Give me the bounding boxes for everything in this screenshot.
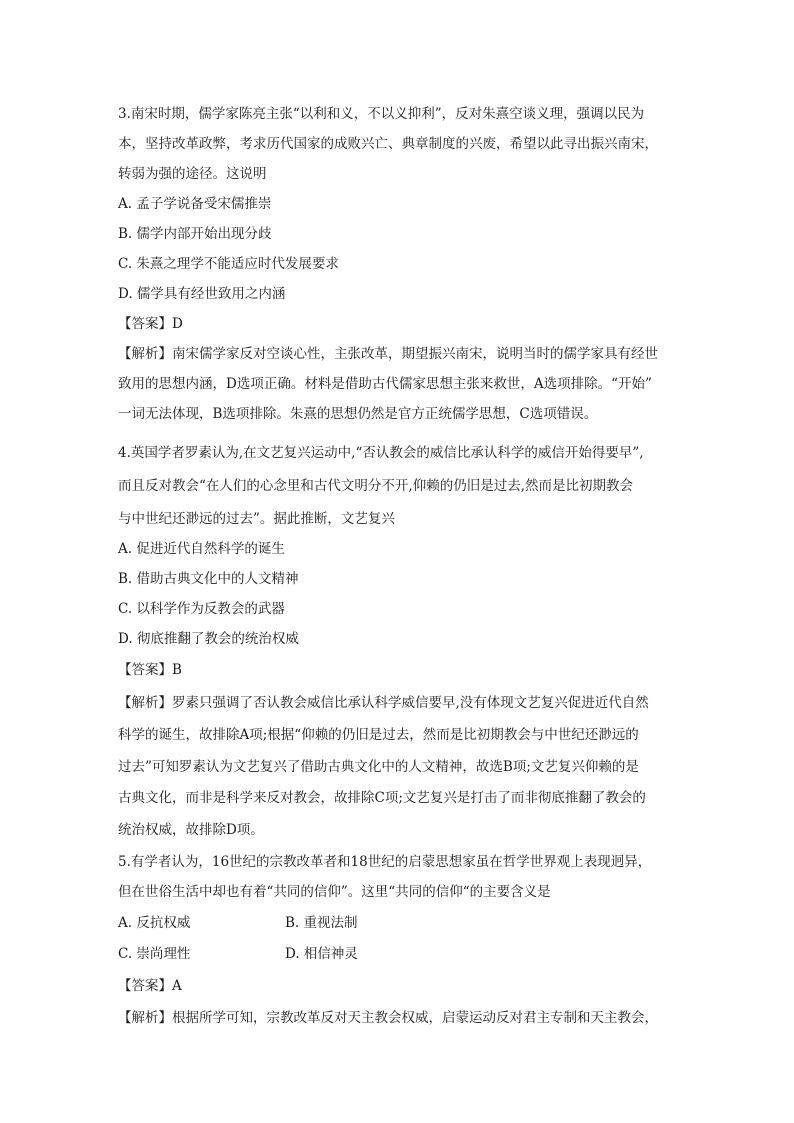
q3-analysis-line-2: 致用的思想内涵，D选项正确。材料是借助古代儒家思想主张来救世，A选项排除。“开始”: [118, 376, 652, 392]
q5-option-a: A. 反抗权威: [118, 915, 191, 931]
q3-stem-line-2: 本，坚持改革政弊，考求历代国家的成败兴亡、典章制度的兴废，希望以此寻出振兴南宋，: [118, 136, 658, 152]
q3-analysis-line-1: 【解析】南宋儒学家反对空谈心性，主张改革，期望振兴南宋，说明当时的儒学家具有经世: [118, 346, 658, 362]
q3-option-a: A. 孟子学说备受宋儒推崇: [118, 196, 272, 212]
q4-answer: 【答案】B: [118, 662, 182, 678]
q4-analysis-line-1: 【解析】罗素只强调了否认教会威信比承认科学威信要早,没有体现文艺复兴促进近代自然: [118, 695, 649, 711]
q5-stem-line-1: 5.有学者认为，16世纪的宗教改革者和18世纪的启蒙思想家虽在哲学世界观上表现迥异，: [118, 854, 652, 870]
q3-option-c: C. 朱熹之理学不能适应时代发展要求: [118, 256, 339, 272]
q3-stem-line-3: 转弱为强的途径。这说明: [118, 166, 267, 182]
q4-option-d: D. 彻底推翻了教会的统治权威: [118, 631, 299, 647]
q4-stem-line-3: 与中世纪还渺远的过去”。据此推断，文艺复兴: [118, 511, 395, 527]
q5-option-c: C. 崇尚理性: [118, 946, 191, 962]
q4-analysis-line-2: 科学的诞生，故排除A项;根据“仰赖的仍旧是过去，然而是比初期教会与中世纪还渺远的: [118, 727, 639, 743]
q4-stem-line-2: 而且反对教会“在人们的心念里和古代文明分不开,仰赖的仍旧是过去,然而是比初期教会: [118, 478, 633, 494]
q4-option-c: C. 以科学作为反教会的武器: [118, 601, 285, 617]
q5-analysis-line-1: 【解析】根据所学可知，宗教改革反对天主教会权威，启蒙运动反对君主专制和天主教会，: [118, 1010, 658, 1026]
q5-option-b: B. 重视法制: [285, 915, 358, 931]
q3-option-d: D. 儒学具有经世致用之内涵: [118, 286, 286, 302]
q3-analysis-line-3: 一词无法体现，B选项排除。朱熹的思想仍然是官方正统儒学思想，C选项错误。: [118, 406, 598, 422]
q5-answer: 【答案】A: [118, 978, 182, 994]
q3-stem-line-1: 3.南宋时期，儒学家陈亮主张“以利和义，不以义抑利”，反对朱熹空谈义理，强调以民为: [118, 106, 645, 122]
q4-analysis-line-5: 统治权威，故排除D项。: [118, 822, 264, 838]
q4-analysis-line-4: 古典文化，而非是科学来反对教会，故排除C项;文艺复兴是打击了而非彻底推翻了教会的: [118, 790, 646, 806]
q4-analysis-line-3: 过去”可知罗素认为文艺复兴了借助古典文化中的人文精神，故选B项;文艺复兴仰赖的是: [118, 759, 639, 775]
q4-option-b: B. 借助古典文化中的人文精神: [118, 571, 299, 587]
q3-answer: 【答案】D: [118, 316, 183, 332]
q5-stem-line-2: 但在世俗生活中却也有着“共同的信仰”。这里“共同的信仰“的主要含义是: [118, 884, 551, 900]
q4-option-a: A. 促进近代自然科学的诞生: [118, 541, 285, 557]
q5-option-d: D. 相信神灵: [285, 946, 358, 962]
q4-stem-line-1: 4.英国学者罗素认为,在文艺复兴运动中,“否认教会的威信比承认科学的威信开始得要早”,: [118, 445, 644, 461]
q3-option-b: B. 儒学内部开始出现分歧: [118, 226, 272, 242]
